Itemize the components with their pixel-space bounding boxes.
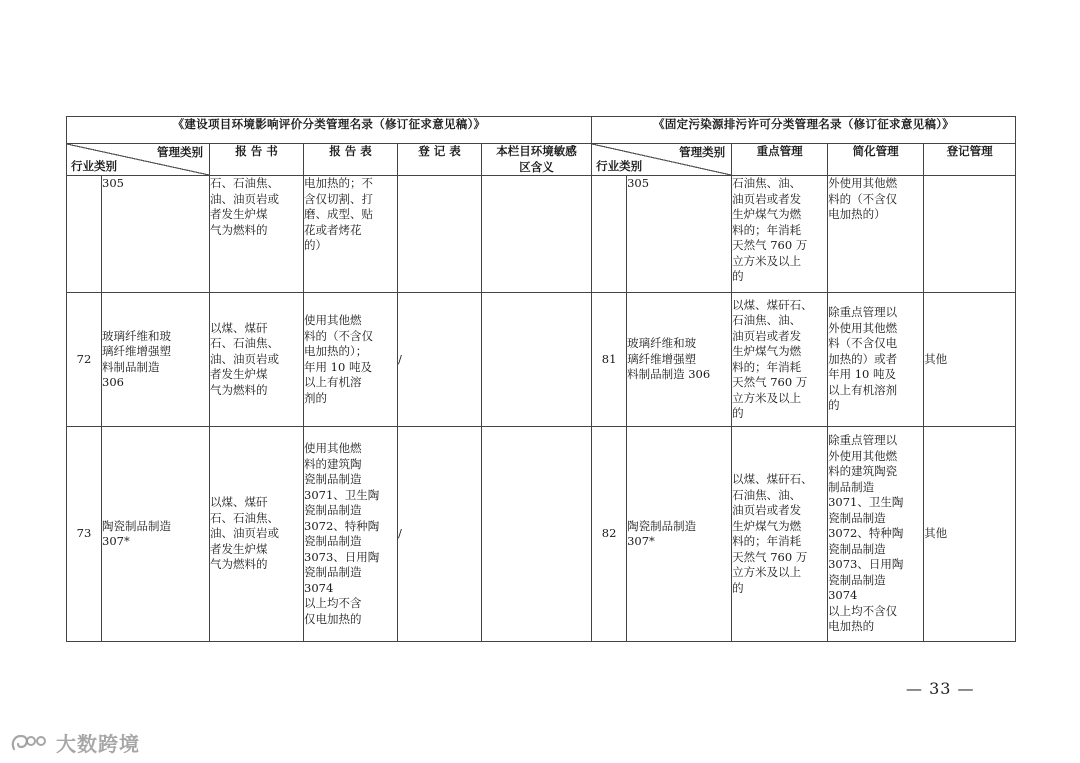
sensitive-area-cell [482, 427, 592, 642]
simplified-management-cell: 外使用其他燃 料的（不含仅 电加热的） [828, 176, 924, 293]
left-table-title: 《建设项目环境影响评价分类管理名录（修订征求意见稿）》 [67, 117, 592, 144]
simplified-management-cell: 除重点管理以 外使用其他燃 料的建筑陶瓷 制品制造 3071、卫生陶 瓷制品制造 3072、特种陶 瓷制品制造 3073、日用陶 瓷制品制造 3074 以上均不含仅 电加热的 [828, 427, 924, 642]
title-row [67, 117, 1016, 144]
right-row-number [592, 176, 627, 293]
left-industry-cell: 玻璃纤维和玻 璃纤维增强塑 料制品制造 306 [102, 293, 210, 427]
key-management-cell: 石油焦、油、 油页岩或者发 生炉煤气为燃 料的；年消耗 天然气 760 万 立方米及以上 的 [732, 176, 828, 293]
left-industry-cell: 陶瓷制品制造 307* [102, 427, 210, 642]
sensitive-area-cell [482, 176, 592, 293]
header-report-book: 报 告 书 [210, 144, 304, 176]
header-registration-management: 登记管理 [924, 144, 1016, 176]
header-sensitive-area: 本栏目环境敏感 区含义 [482, 144, 592, 176]
brand-logo-icon [10, 732, 50, 754]
right-header-category: 管理类别 [679, 145, 726, 159]
report-book-cell: 石、石油焦、 油、油页岩或 者发生炉煤 气为燃料的 [210, 176, 304, 293]
report-book-cell: 以煤、煤矸 石、石油焦、 油、油页岩或 者发生炉煤 气为燃料的 [210, 293, 304, 427]
key-management-cell: 以煤、煤矸石、 石油焦、油、 油页岩或者发 生炉煤气为燃 料的；年消耗 天然气 760 万 立方米及以上 的 [732, 293, 828, 427]
simplified-management-cell: 除重点管理以 外使用其他燃 料（不含仅电 加热的）或者 年用 10 吨及 以上有机溶剂 的 [828, 293, 924, 427]
left-header-industry: 行业类别 [71, 158, 117, 173]
report-form-cell: 电加热的；不 含仅切割、打 磨、成型、贴 花或者烤花 的） [304, 176, 398, 293]
header-report-form: 报 告 表 [304, 144, 398, 176]
right-industry-cell: 玻璃纤维和玻 璃纤维增强塑 料制品制造 306 [627, 293, 732, 427]
report-form-cell: 使用其他燃 料的建筑陶 瓷制品制造 3071、卫生陶 瓷制品制造 3072、特种陶 瓷制品制造 3073、日用陶 瓷制品制造 3074 以上均不含 仅电加热的 [304, 427, 398, 642]
header-row [67, 144, 1016, 176]
table-row [67, 293, 1016, 427]
right-diagonal-header [592, 144, 732, 176]
header-key-management: 重点管理 [732, 144, 828, 176]
report-book-cell: 以煤、煤矸 石、石油焦、 油、油页岩或 者发生炉煤 气为燃料的 [210, 427, 304, 642]
registration-form-cell: / [398, 427, 482, 642]
page-number: — 33 — [906, 679, 975, 698]
left-industry-cell: 305 [102, 176, 210, 293]
key-management-cell: 以煤、煤矸石、 石油焦、油、 油页岩或者发 生炉煤气为燃 料的；年消耗 天然气 760 万 立方米及以上 的 [732, 427, 828, 642]
watermark-text: 大数跨境 [56, 732, 140, 756]
registration-management-cell: 其他 [924, 427, 1016, 642]
registration-form-cell [398, 176, 482, 293]
right-table-title: 《固定污染源排污许可分类管理名录（修订征求意见稿）》 [592, 117, 1016, 144]
table-row [67, 427, 1016, 642]
sensitive-area-cell [482, 293, 592, 427]
right-row-number: 81 [592, 293, 627, 427]
left-row-number: 73 [67, 427, 102, 642]
classification-table [66, 116, 1016, 642]
header-simplified-management: 简化管理 [828, 144, 924, 176]
header-registration-form: 登 记 表 [398, 144, 482, 176]
registration-management-cell: 其他 [924, 293, 1016, 427]
right-row-number: 82 [592, 427, 627, 642]
registration-management-cell [924, 176, 1016, 293]
right-industry-cell: 305 [627, 176, 732, 293]
left-row-number: 72 [67, 293, 102, 427]
report-form-cell: 使用其他燃 料的（不含仅 电加热的）； 年用 10 吨及 以上有机溶 剂的 [304, 293, 398, 427]
watermark [10, 728, 140, 757]
left-row-number [67, 176, 102, 293]
left-header-category: 管理类别 [157, 145, 203, 159]
left-diagonal-header [67, 144, 210, 176]
right-header-industry: 行业类别 [596, 158, 643, 173]
right-industry-cell: 陶瓷制品制造 307* [627, 427, 732, 642]
registration-form-cell: / [398, 293, 482, 427]
table-row [67, 176, 1016, 293]
